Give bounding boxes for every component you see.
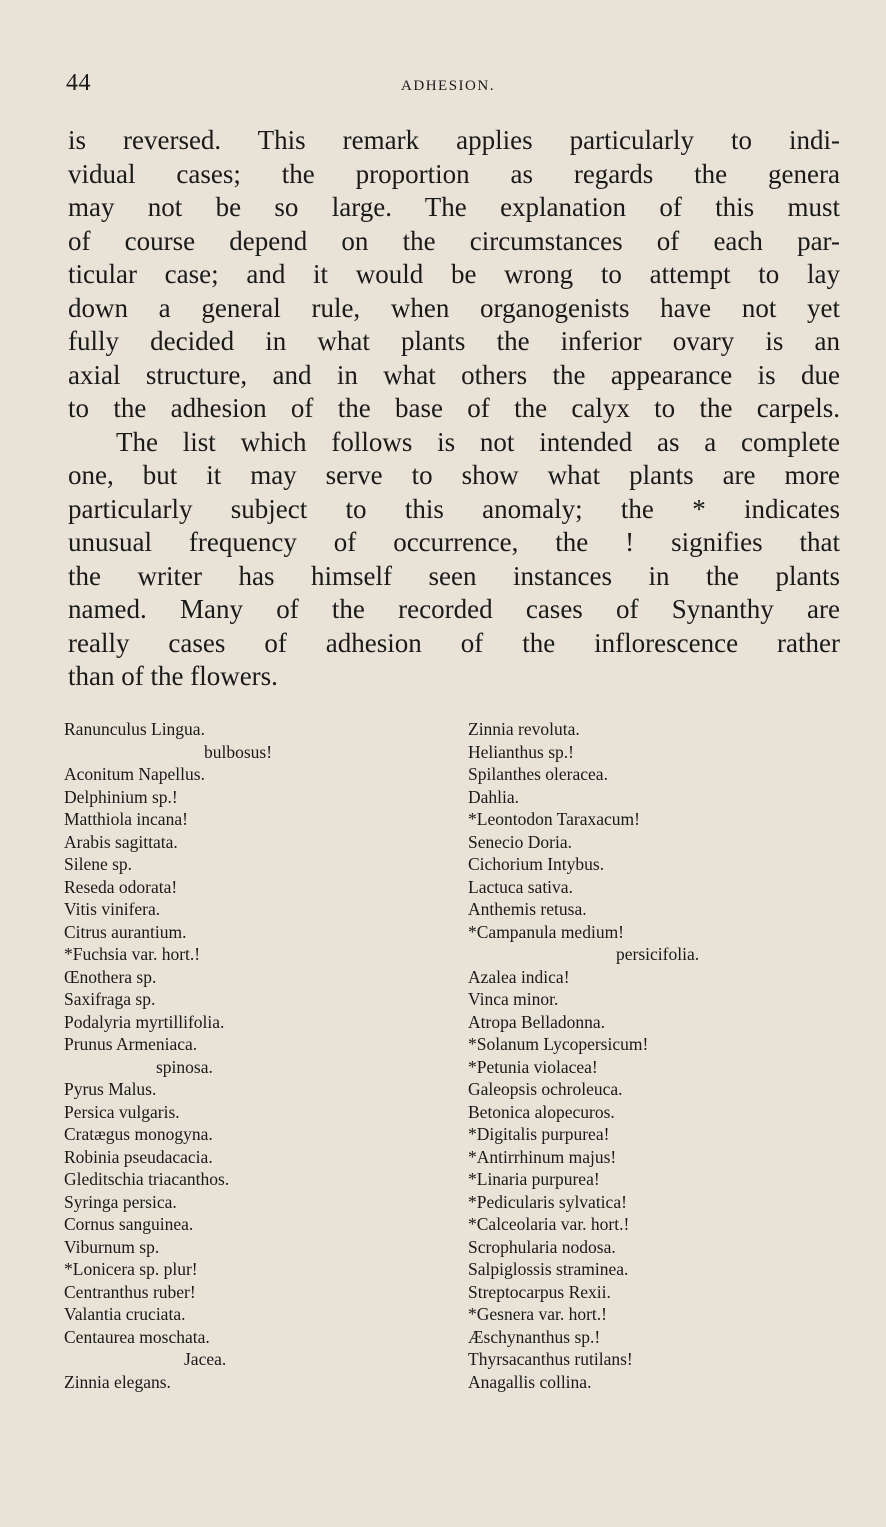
list-item: *Linaria purpurea! bbox=[468, 1169, 600, 1189]
list-item: Ranunculus Lingua. bbox=[64, 719, 205, 739]
list-item: Centranthus ruber! bbox=[64, 1281, 196, 1302]
list-item: Zinnia revoluta. bbox=[468, 719, 580, 739]
list-item: *Fuchsia var. hort.! bbox=[64, 944, 201, 964]
body-line: really cases of adhesion of the inflorescence rather bbox=[68, 627, 840, 658]
list-item: Vitis vinifera. bbox=[64, 899, 161, 919]
body-line: unusual frequency of occurrence, the ! signifies that bbox=[68, 527, 840, 557]
body-line: down a general rule, when organogenists have not yet bbox=[68, 292, 840, 323]
plant-list-left-column bbox=[64, 718, 272, 1393]
list-item: *Antirrhinum majus! bbox=[468, 1146, 617, 1167]
body-line: axial structure, and in what others the appearance is due bbox=[68, 359, 840, 390]
list-item: Robinia pseudacacia. bbox=[64, 1146, 213, 1167]
list-item: Silene sp. bbox=[64, 854, 133, 874]
list-item: Syringa persica. bbox=[64, 1191, 177, 1212]
list-item: Streptocarpus Rexii. bbox=[468, 1281, 611, 1302]
list-item: *Leontodon Taraxacum! bbox=[468, 809, 640, 829]
list-item: Aconitum Napellus. bbox=[64, 764, 205, 784]
list-item: Saxifraga sp. bbox=[64, 989, 156, 1009]
list-item: Œnothera sp. bbox=[64, 966, 157, 987]
list-item: *Pedicularis sylvatica! bbox=[468, 1191, 627, 1212]
body-line: of course depend on the circumstances of each par- bbox=[68, 225, 840, 256]
body-paragraphs bbox=[68, 124, 840, 694]
list-item: *Solanum Lycopersicum! bbox=[468, 1034, 649, 1054]
body-line: particularly subject to this anomaly; the * indicates bbox=[68, 493, 840, 524]
body-line: to the adhesion of the base of the calyx to the carpels. bbox=[68, 393, 840, 423]
list-item: Vinca minor. bbox=[468, 989, 559, 1009]
body-line: the writer has himself seen instances in the plants bbox=[68, 560, 840, 591]
list-item: Viburnum sp. bbox=[64, 1236, 160, 1257]
list-item: Senecio Doria. bbox=[468, 831, 572, 852]
list-item: Gleditschia triacanthos. bbox=[64, 1169, 230, 1189]
list-item: Prunus Armeniaca. bbox=[64, 1034, 198, 1054]
list-item: Delphinium sp.! bbox=[64, 786, 178, 807]
running-title: ADHESION. bbox=[401, 78, 495, 94]
list-item: Helianthus sp.! bbox=[468, 741, 574, 762]
list-item: Thyrsacanthus rutilans! bbox=[468, 1349, 633, 1369]
body-line: fully decided in what plants the inferior ovary is an bbox=[68, 326, 840, 356]
body-line: is reversed. This remark applies particularly to indi- bbox=[68, 125, 840, 155]
list-item: Cichorium Intybus. bbox=[468, 854, 605, 874]
list-item: Lactuca sativa. bbox=[468, 876, 573, 897]
list-item: *Campanula medium! bbox=[468, 921, 625, 942]
list-item: Reseda odorata! bbox=[64, 876, 178, 897]
page-number: 44 bbox=[66, 70, 91, 96]
list-item: Atropa Belladonna. bbox=[468, 1011, 606, 1032]
body-line: may not be so large. The explanation of this must bbox=[68, 192, 840, 222]
body-line: The list which follows is not intended as a complete bbox=[116, 426, 840, 457]
list-item: Æschynanthus sp.! bbox=[468, 1326, 601, 1347]
list-item: Jacea. bbox=[184, 1349, 227, 1369]
list-item: Anthemis retusa. bbox=[468, 899, 587, 919]
list-item: persicifolia. bbox=[616, 944, 700, 964]
list-item: Betonica alopecuros. bbox=[468, 1101, 615, 1122]
list-item: *Digitalis purpurea! bbox=[468, 1124, 610, 1144]
body-line: vidual cases; the proportion as regards the genera bbox=[68, 158, 840, 189]
plant-list-right-column bbox=[468, 718, 699, 1393]
list-item: *Calceolaria var. hort.! bbox=[468, 1214, 630, 1234]
list-item: spinosa. bbox=[156, 1056, 213, 1077]
list-item: Persica vulgaris. bbox=[64, 1101, 180, 1122]
body-line: ticular case; and it would be wrong to attempt to lay bbox=[68, 259, 840, 289]
list-item: Dahlia. bbox=[468, 786, 520, 807]
list-item: Podalyria myrtillifolia. bbox=[64, 1011, 225, 1032]
body-line: one, but it may serve to show what plants are more bbox=[68, 460, 840, 490]
body-line: than of the flowers. bbox=[68, 661, 278, 691]
list-item: Pyrus Malus. bbox=[64, 1079, 157, 1099]
list-item: Arabis sagittata. bbox=[64, 831, 178, 852]
list-item: Galeopsis ochroleuca. bbox=[468, 1079, 623, 1099]
list-item: Azalea indica! bbox=[468, 966, 570, 987]
list-item: Zinnia elegans. bbox=[64, 1371, 171, 1392]
body-line: named. Many of the recorded cases of Synanthy are bbox=[68, 594, 840, 624]
list-item: *Lonicera sp. plur! bbox=[64, 1259, 198, 1279]
list-item: bulbosus! bbox=[204, 741, 273, 762]
list-item: *Petunia violacea! bbox=[468, 1056, 598, 1077]
list-item: Salpiglossis straminea. bbox=[468, 1259, 629, 1279]
list-item: Spilanthes oleracea. bbox=[468, 764, 608, 784]
list-item: *Gesnera var. hort.! bbox=[468, 1304, 607, 1324]
list-item: Matthiola incana! bbox=[64, 809, 188, 829]
list-item: Scrophularia nodosa. bbox=[468, 1236, 616, 1257]
list-item: Anagallis collina. bbox=[468, 1371, 592, 1392]
list-item: Citrus aurantium. bbox=[64, 921, 187, 942]
list-item: Centaurea moschata. bbox=[64, 1326, 210, 1347]
list-item: Valantia cruciata. bbox=[64, 1304, 186, 1324]
list-item: Cratægus monogyna. bbox=[64, 1124, 213, 1144]
list-item: Cornus sanguinea. bbox=[64, 1214, 194, 1234]
